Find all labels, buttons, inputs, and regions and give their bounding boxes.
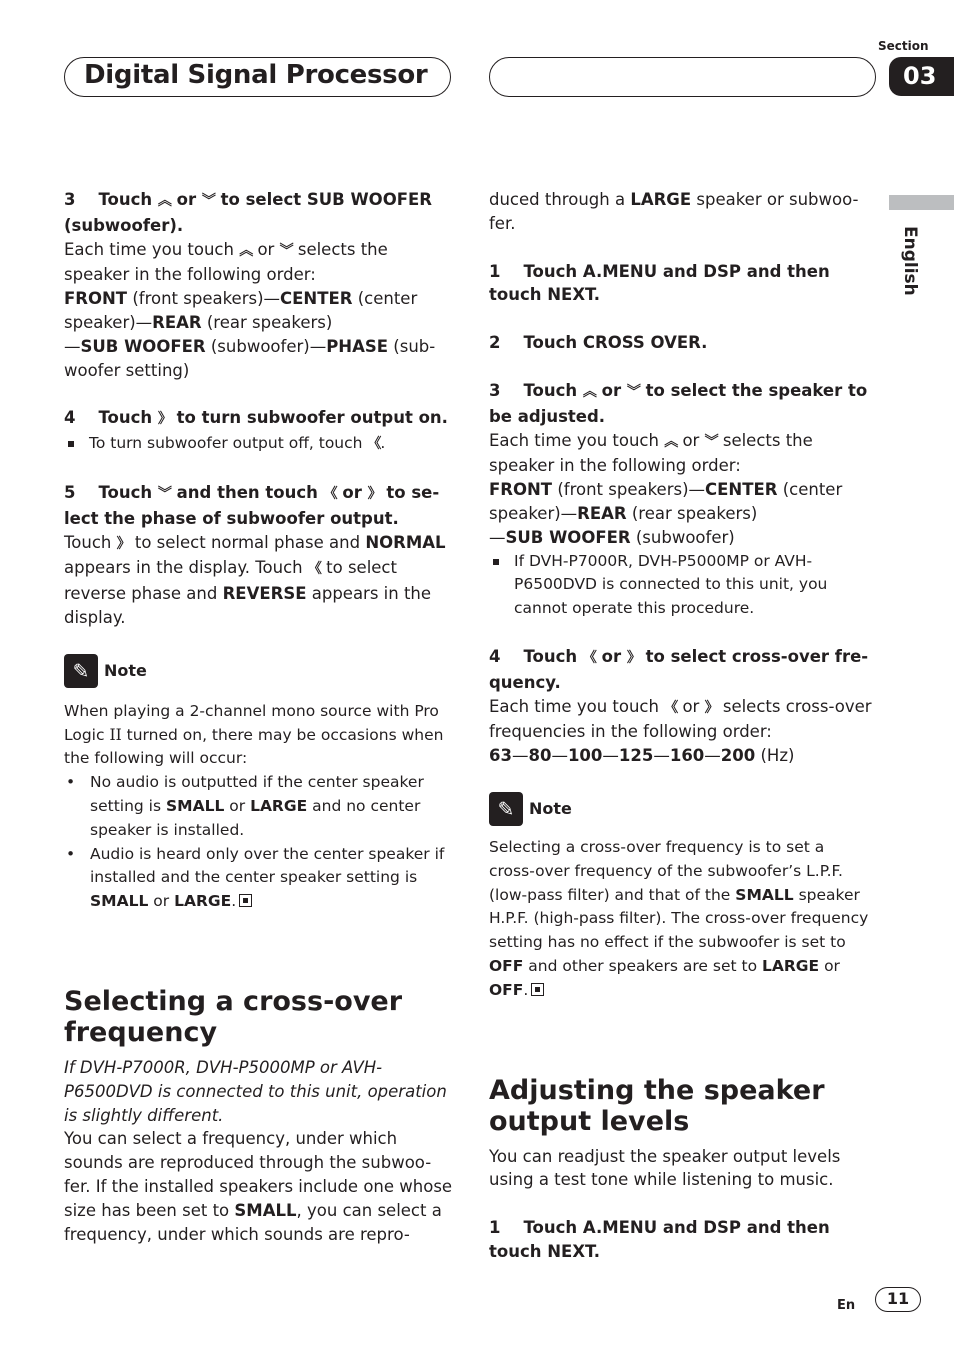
step-1-heading: 1 Touch A.MENU and DSP and then touch NEXT.: [489, 1218, 830, 1261]
left-column: [64, 188, 454, 1246]
down-arrow-icon: ︾: [279, 242, 293, 259]
left-arrow-icon: 《: [307, 561, 321, 578]
step-3-heading: 3 Touch ︽ or ︾ to select SUB WOOFER (subwoofer).: [64, 190, 432, 235]
right-arrow-icon: 》: [116, 535, 130, 552]
page-title: Digital Signal Processor: [84, 60, 428, 90]
note-body: When playing a 2-channel mono source with Pro Logic II turned on, there may be occasions when the following will occur:: [64, 701, 444, 768]
right-arrow-icon: 》: [704, 699, 718, 716]
note-pencil-icon: ✎: [489, 792, 523, 826]
down-arrow-icon: ︾: [626, 383, 640, 400]
section-label: Section: [878, 39, 929, 53]
page-number: 11: [875, 1287, 921, 1312]
up-arrow-icon: ︽: [664, 433, 678, 450]
side-tab-bar: [889, 195, 954, 210]
frequency-value: 125: [618, 746, 654, 766]
right-arrow-icon: 》: [626, 649, 640, 666]
up-arrow-icon: ︽: [157, 193, 171, 209]
side-tab-language: English: [900, 226, 920, 296]
note-bullet: • Audio is heard only over the center speaker if installed and the center speaker setting is SMALL or LARGE.: [64, 843, 454, 914]
note-bullet: • No audio is outputted if the center speaker setting is SMALL or LARGE and no center speaker is installed.: [64, 771, 454, 842]
frequency-value: 100: [567, 746, 603, 766]
step-3-heading: 3 Touch ︽ or ︾ to select the speaker to be adjusted.: [489, 380, 868, 426]
section-heading-output-levels: Adjusting the speaker output levels: [489, 1074, 825, 1137]
step-3-body: Each time you touch ︽ or ︾ selects the speaker in the following order: FRONT (front speakers)—CENTER (center speaker)—REAR (rear speakers) —SUB WOOFER (subwoofer)—PHASE (sub-woofer setting): [64, 239, 436, 380]
step-5-body: Touch 》 to select normal phase and NORMAL appears in the display. Touch 《 to select reverse phase and REVERSE appears in the display.: [64, 532, 446, 627]
step-1-heading: 1 Touch A.MENU and DSP and then touch NEXT.: [489, 261, 830, 305]
up-arrow-icon: ︽: [239, 242, 253, 259]
frequency-value: 200: [720, 746, 756, 766]
frequency-value: 63: [489, 746, 512, 766]
right-arrow-icon: 》: [157, 411, 171, 428]
note-body: Selecting a cross-over frequency is to set a cross-over frequency of the subwoofer’s L.P.F. (low-pass filter) and that of the SMALL speaker H.P.F. (high-pass filter). The cross-over frequency setting has no effect if the subwoofer is set to OFF and other speakers are set to LARGE or OFF.: [489, 837, 869, 999]
footer-language: En: [837, 1298, 856, 1313]
crossover-intro: If DVH-P7000R, DVH-P5000MP or AVH-P6500DVD is connected to this unit, operation is slightly different.: [64, 1057, 447, 1125]
down-arrow-icon: ︾: [157, 485, 171, 502]
right-arrow-icon: 》: [367, 485, 381, 502]
note-heading: ✎ Note: [489, 792, 874, 826]
frequency-value: 160: [669, 746, 705, 766]
section-heading-crossover: Selecting a cross-over frequency: [64, 985, 403, 1048]
continued-text: duced through a LARGE speaker or subwoo-fer.: [489, 190, 859, 233]
step-2-heading: 2 Touch CROSS OVER.: [489, 333, 708, 353]
frequency-value: 80: [528, 746, 552, 766]
header-blank-frame: [489, 57, 876, 97]
step-4-body: Each time you touch 《 or 》 selects cross-over frequencies in the following order: 63—80—100—125—160—200 (Hz): [489, 696, 872, 766]
step-3-note: If DVH-P7000R, DVH-P5000MP or AVH-P6500DVD is connected to this unit, you cannot operate this procedure.: [489, 550, 874, 621]
section-number: 03: [889, 57, 954, 96]
end-of-section-icon: [239, 894, 252, 907]
crossover-body: You can select a frequency, under which sounds are reproduced through the subwoo-fer. If the installed speakers include one whose size has been set to SMALL, you can select a frequency, under which sounds are repro-: [64, 1129, 453, 1244]
note-heading: ✎ Note: [64, 654, 454, 688]
down-arrow-icon: ︾: [704, 433, 718, 450]
down-arrow-icon: ︾: [201, 193, 215, 209]
end-of-section-icon: [531, 983, 544, 996]
left-arrow-icon: 《: [323, 485, 337, 502]
note-pencil-icon: ✎: [64, 654, 98, 688]
left-arrow-icon: 《: [367, 436, 381, 453]
up-arrow-icon: ︽: [582, 383, 596, 400]
left-arrow-icon: 《: [582, 649, 596, 666]
right-column: [489, 188, 874, 1264]
step-4-heading: 4 Touch 》 to turn subwoofer output on.: [64, 408, 448, 428]
step-4-heading: 4 Touch 《 or 》 to select cross-over fre-quency.: [489, 646, 869, 692]
step-5-heading: 5 Touch ︾ and then touch 《 or 》 to se-lect the phase of subwoofer output.: [64, 482, 440, 528]
output-levels-body: You can readjust the speaker output levels using a test tone while listening to music.: [489, 1146, 841, 1190]
step-3-body: Each time you touch ︽ or ︾ selects the speaker in the following order: FRONT (front speakers)—CENTER (center speaker)—REAR (rear speakers) —SUB WOOFER (subwoofer): [489, 430, 843, 547]
step-4-note: To turn subwoofer output off, touch 《.: [64, 432, 454, 457]
left-arrow-icon: 《: [664, 699, 678, 716]
